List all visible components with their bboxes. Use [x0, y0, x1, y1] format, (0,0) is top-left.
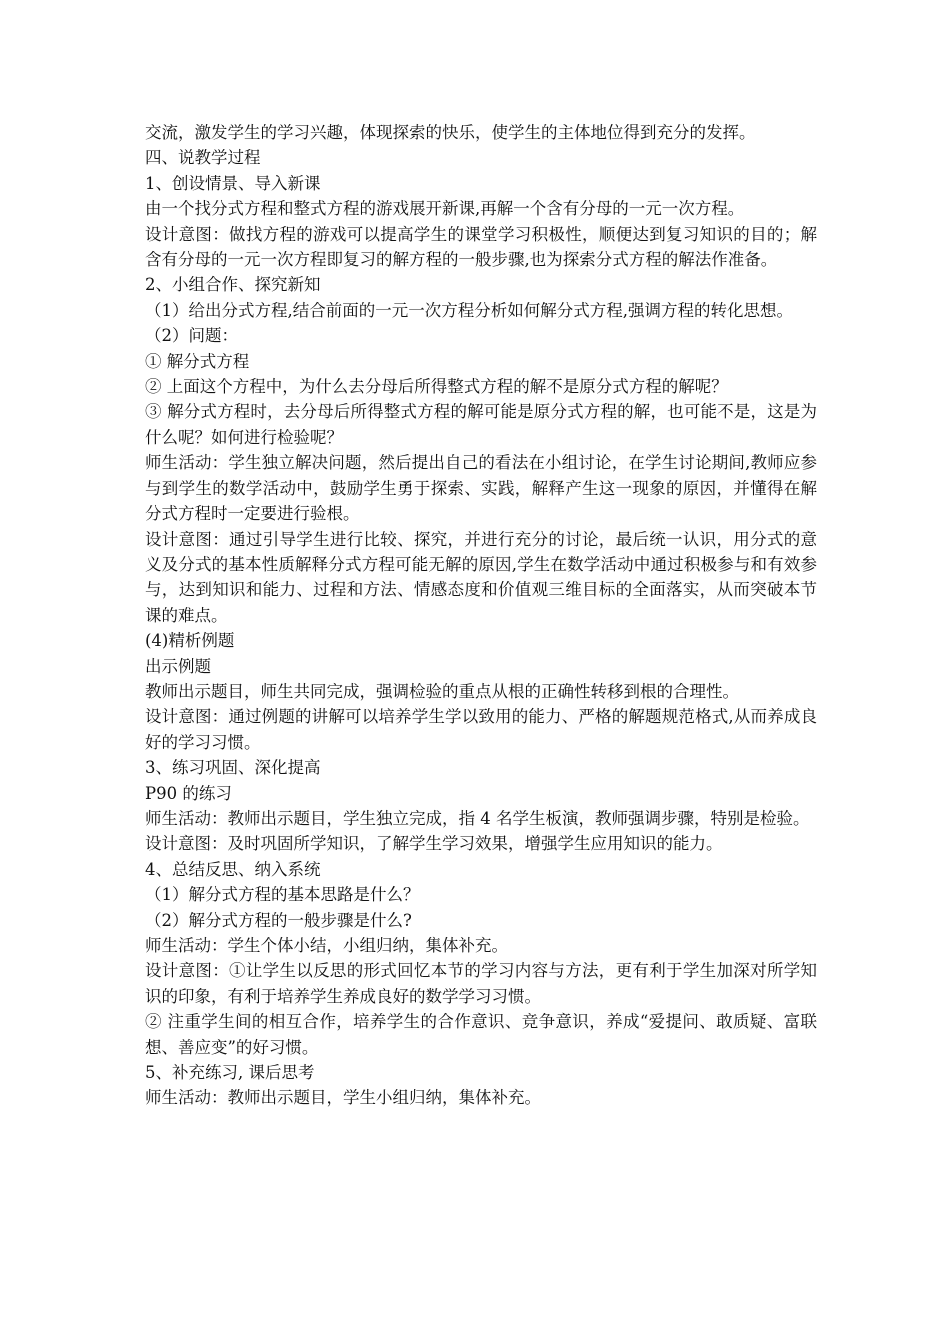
list-item: ② 注重学生间的相互合作，培养学生的合作意识、竞争意识，养成“爱提问、敢质疑、富联想、善应变”的好习惯。	[145, 1012, 817, 1057]
subheading-step-5: 5、补充练习, 课后思考	[145, 1063, 315, 1083]
paragraph-design-intent: 设计意图：通过例题的讲解可以培养学生学以致用的能力、严格的解题规范格式,从而养成良好的学习习惯。	[145, 707, 817, 752]
paragraph: （1）解分式方程的基本思路是什么？	[145, 885, 420, 905]
subheading-step-3: 3、练习巩固、深化提高	[145, 758, 321, 778]
paragraph: (4)精析例题	[145, 631, 235, 651]
paragraph: 出示例题	[145, 656, 211, 676]
paragraph-design-intent: 设计意图：通过引导学生进行比较、探究，并进行充分的讨论，最后统一认识，用分式的意义及分式的基本性质解释分式方程可能无解的原因,学生在数学活动中通过积极参与和有效参与，达到知识和能力、过程和方法、情感态度和价值观三维目标的全面落实，从而突破本节课的难点。	[145, 529, 817, 625]
paragraph-activity: 师生活动：教师出示题目，学生独立完成，指 4 名学生板演，教师强调步骤，特别是检验。	[145, 808, 810, 828]
list-item: ③ 解分式方程时，去分母后所得整式方程的解可能是原分式方程的解，也可能不是，这是为什么呢？如何进行检验呢？	[145, 402, 817, 447]
paragraph: （2）问题：	[145, 326, 238, 346]
paragraph-design-intent: 设计意图：及时巩固所学知识，了解学生学习效果，增强学生应用知识的能力。	[145, 834, 723, 854]
subheading-step-4: 4、总结反思、纳入系统	[145, 859, 321, 879]
paragraph-activity: 师生活动：教师出示题目，学生小组归纳，集体补充。	[145, 1088, 541, 1108]
paragraph: P90 的练习	[145, 783, 232, 803]
paragraph-activity: 师生活动：学生独立解决问题，然后提出自己的看法在小组讨论，在学生讨论期间,教师应参与到学生的数学活动中，鼓励学生勇于探索、实践，解释产生这一现象的原因，并懂得在解分式方程时一定要进行验根。	[145, 453, 817, 524]
paragraph-design-intent: 设计意图：做找方程的游戏可以提高学生的课堂学习积极性，顺便达到复习知识的目的；解含有分母的一元一次方程即复习的解方程的一般步骤,也为探索分式方程的解法作准备。	[145, 224, 817, 270]
paragraph: 由一个找分式方程和整式方程的游戏展开新课,再解一个含有分母的一元一次方程。	[145, 199, 745, 219]
paragraph: （1）给出分式方程,结合前面的一元一次方程分析如何解分式方程,强调方程的转化思想。	[145, 300, 793, 320]
subheading-step-2: 2、小组合作、探究新知	[145, 275, 321, 295]
paragraph-activity: 师生活动：学生个体小结，小组归纳，集体补充。	[145, 936, 508, 955]
paragraph: （2）解分式方程的一般步骤是什么?	[145, 910, 412, 930]
paragraph-design-intent: 设计意图：①让学生以反思的形式回忆本节的学习内容与方法，更有利于学生加深对所学知识的印象，有利于培养学生养成良好的数学学习习惯。	[145, 961, 817, 1006]
list-item: ② 上面这个方程中，为什么去分母后所得整式方程的解不是原分式方程的解呢？	[145, 377, 728, 397]
subheading-step-1: 1、创设情景、导入新课	[145, 173, 321, 193]
document-body	[145, 120, 817, 1111]
list-item: ① 解分式方程	[145, 351, 250, 371]
paragraph: 教师出示题目，师生共同完成，强调检验的重点从根的正确性转移到根的合理性。	[145, 681, 739, 701]
section-heading-teaching-process: 四、说教学过程	[145, 148, 261, 168]
paragraph-intro-continuation: 交流，激发学生的学习兴趣，体现探索的快乐，使学生的主体地位得到充分的发挥。	[145, 123, 756, 142]
